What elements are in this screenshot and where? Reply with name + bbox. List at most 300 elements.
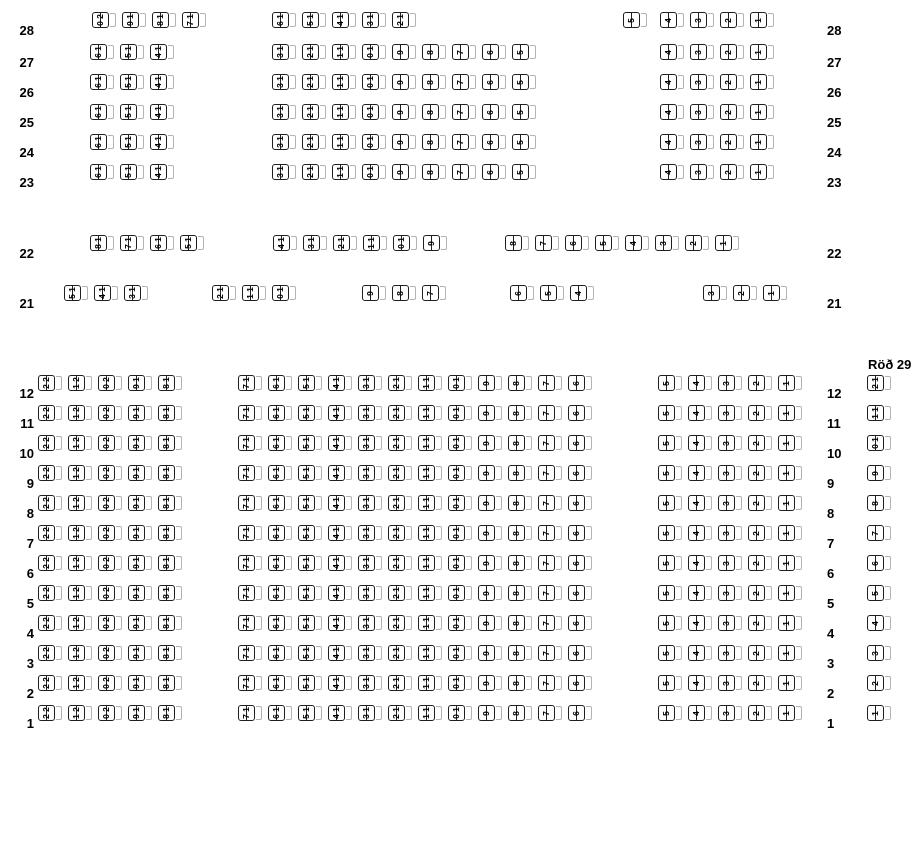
seat[interactable] xyxy=(418,705,442,722)
seat[interactable] xyxy=(332,134,356,151)
seat[interactable] xyxy=(478,615,502,632)
seat[interactable] xyxy=(718,525,742,542)
seat[interactable] xyxy=(238,495,262,512)
seat[interactable] xyxy=(688,405,712,422)
seat[interactable] xyxy=(298,375,322,392)
seat[interactable] xyxy=(358,495,382,512)
seat[interactable] xyxy=(688,585,712,602)
seat[interactable] xyxy=(448,555,472,572)
seat[interactable] xyxy=(448,615,472,632)
seat[interactable] xyxy=(448,405,472,422)
seat[interactable] xyxy=(750,164,774,181)
seat[interactable] xyxy=(778,465,802,482)
seat[interactable] xyxy=(718,645,742,662)
seat[interactable] xyxy=(448,435,472,452)
seat[interactable] xyxy=(328,495,352,512)
seat[interactable] xyxy=(508,615,532,632)
seat[interactable] xyxy=(272,44,296,61)
seat[interactable] xyxy=(150,235,174,252)
seat[interactable] xyxy=(690,134,714,151)
seat[interactable] xyxy=(748,615,772,632)
seat[interactable] xyxy=(38,585,62,602)
seat[interactable] xyxy=(778,405,802,422)
seat[interactable] xyxy=(748,585,772,602)
seat[interactable] xyxy=(328,465,352,482)
seat[interactable] xyxy=(388,615,412,632)
seat[interactable] xyxy=(392,285,416,302)
seat[interactable] xyxy=(128,435,152,452)
seat[interactable] xyxy=(482,74,506,91)
seat[interactable] xyxy=(128,645,152,662)
seat[interactable] xyxy=(90,134,114,151)
seat[interactable] xyxy=(778,675,802,692)
seat[interactable] xyxy=(422,134,446,151)
seat[interactable] xyxy=(388,705,412,722)
seat[interactable] xyxy=(358,675,382,692)
seat[interactable] xyxy=(568,585,592,602)
seat[interactable] xyxy=(748,525,772,542)
seat[interactable] xyxy=(720,44,744,61)
seat[interactable] xyxy=(38,525,62,542)
seat[interactable] xyxy=(268,375,292,392)
seat[interactable] xyxy=(90,74,114,91)
seat[interactable] xyxy=(272,285,296,302)
seat[interactable] xyxy=(595,235,619,252)
seat[interactable] xyxy=(508,525,532,542)
seat[interactable] xyxy=(328,615,352,632)
seat[interactable] xyxy=(748,705,772,722)
seat[interactable] xyxy=(867,375,891,392)
seat[interactable] xyxy=(452,74,476,91)
seat[interactable] xyxy=(538,525,562,542)
seat[interactable] xyxy=(658,465,682,482)
seat[interactable] xyxy=(392,164,416,181)
seat[interactable] xyxy=(418,675,442,692)
seat[interactable] xyxy=(268,615,292,632)
seat[interactable] xyxy=(272,12,296,29)
seat[interactable] xyxy=(482,44,506,61)
seat[interactable] xyxy=(158,375,182,392)
seat[interactable] xyxy=(685,235,709,252)
seat[interactable] xyxy=(538,435,562,452)
seat[interactable] xyxy=(150,134,174,151)
seat[interactable] xyxy=(68,405,92,422)
seat[interactable] xyxy=(658,525,682,542)
seat[interactable] xyxy=(238,405,262,422)
seat[interactable] xyxy=(703,285,727,302)
seat[interactable] xyxy=(508,435,532,452)
seat[interactable] xyxy=(568,555,592,572)
seat[interactable] xyxy=(538,555,562,572)
seat[interactable] xyxy=(68,645,92,662)
seat[interactable] xyxy=(302,134,326,151)
seat[interactable] xyxy=(358,645,382,662)
seat[interactable] xyxy=(38,705,62,722)
seat[interactable] xyxy=(120,235,144,252)
seat[interactable] xyxy=(68,375,92,392)
seat[interactable] xyxy=(448,375,472,392)
seat[interactable] xyxy=(482,104,506,121)
seat[interactable] xyxy=(867,435,891,452)
seat[interactable] xyxy=(98,405,122,422)
seat[interactable] xyxy=(660,104,684,121)
seat[interactable] xyxy=(778,525,802,542)
seat[interactable] xyxy=(748,405,772,422)
seat[interactable] xyxy=(720,104,744,121)
seat[interactable] xyxy=(418,405,442,422)
seat[interactable] xyxy=(422,164,446,181)
seat[interactable] xyxy=(388,435,412,452)
seat[interactable] xyxy=(718,405,742,422)
seat[interactable] xyxy=(303,235,327,252)
seat[interactable] xyxy=(508,645,532,662)
seat[interactable] xyxy=(452,104,476,121)
seat[interactable] xyxy=(512,104,536,121)
seat[interactable] xyxy=(418,495,442,512)
seat[interactable] xyxy=(538,465,562,482)
seat[interactable] xyxy=(478,645,502,662)
seat[interactable] xyxy=(658,435,682,452)
seat[interactable] xyxy=(38,645,62,662)
seat[interactable] xyxy=(150,44,174,61)
seat[interactable] xyxy=(328,585,352,602)
seat[interactable] xyxy=(158,705,182,722)
seat[interactable] xyxy=(158,585,182,602)
seat[interactable] xyxy=(388,675,412,692)
seat[interactable] xyxy=(302,74,326,91)
seat[interactable] xyxy=(750,134,774,151)
seat[interactable] xyxy=(538,585,562,602)
seat[interactable] xyxy=(392,12,416,29)
seat[interactable] xyxy=(688,495,712,512)
seat[interactable] xyxy=(152,12,176,29)
seat[interactable] xyxy=(750,104,774,121)
seat[interactable] xyxy=(392,134,416,151)
seat[interactable] xyxy=(478,405,502,422)
seat[interactable] xyxy=(778,645,802,662)
seat[interactable] xyxy=(688,615,712,632)
seat[interactable] xyxy=(508,555,532,572)
seat[interactable] xyxy=(128,585,152,602)
seat[interactable] xyxy=(268,585,292,602)
seat[interactable] xyxy=(720,164,744,181)
seat[interactable] xyxy=(478,525,502,542)
seat[interactable] xyxy=(538,615,562,632)
seat[interactable] xyxy=(393,235,417,252)
seat[interactable] xyxy=(302,104,326,121)
seat[interactable] xyxy=(302,12,326,29)
seat[interactable] xyxy=(268,555,292,572)
seat[interactable] xyxy=(538,645,562,662)
seat[interactable] xyxy=(418,465,442,482)
seat[interactable] xyxy=(448,645,472,662)
seat[interactable] xyxy=(748,375,772,392)
seat[interactable] xyxy=(268,645,292,662)
seat[interactable] xyxy=(448,705,472,722)
seat[interactable] xyxy=(238,585,262,602)
seat[interactable] xyxy=(718,555,742,572)
seat[interactable] xyxy=(158,495,182,512)
seat[interactable] xyxy=(508,375,532,392)
seat[interactable] xyxy=(268,525,292,542)
seat[interactable] xyxy=(867,705,891,722)
seat[interactable] xyxy=(38,615,62,632)
seat[interactable] xyxy=(38,675,62,692)
seat[interactable] xyxy=(690,104,714,121)
seat[interactable] xyxy=(332,164,356,181)
seat[interactable] xyxy=(422,285,446,302)
seat[interactable] xyxy=(238,555,262,572)
seat[interactable] xyxy=(748,465,772,482)
seat[interactable] xyxy=(98,495,122,512)
seat[interactable] xyxy=(478,675,502,692)
seat[interactable] xyxy=(298,525,322,542)
seat[interactable] xyxy=(867,525,891,542)
seat[interactable] xyxy=(298,645,322,662)
seat[interactable] xyxy=(867,645,891,662)
seat[interactable] xyxy=(478,465,502,482)
seat[interactable] xyxy=(568,435,592,452)
seat[interactable] xyxy=(298,495,322,512)
seat[interactable] xyxy=(715,235,739,252)
seat[interactable] xyxy=(120,164,144,181)
seat[interactable] xyxy=(332,104,356,121)
seat[interactable] xyxy=(98,375,122,392)
seat[interactable] xyxy=(98,615,122,632)
seat[interactable] xyxy=(418,645,442,662)
seat[interactable] xyxy=(68,435,92,452)
seat[interactable] xyxy=(418,525,442,542)
seat[interactable] xyxy=(505,235,529,252)
seat[interactable] xyxy=(298,435,322,452)
seat[interactable] xyxy=(392,74,416,91)
seat[interactable] xyxy=(242,285,266,302)
seat[interactable] xyxy=(358,705,382,722)
seat[interactable] xyxy=(392,104,416,121)
seat[interactable] xyxy=(718,675,742,692)
seat[interactable] xyxy=(508,675,532,692)
seat[interactable] xyxy=(298,615,322,632)
seat[interactable] xyxy=(298,465,322,482)
seat[interactable] xyxy=(90,44,114,61)
seat[interactable] xyxy=(268,435,292,452)
seat[interactable] xyxy=(720,74,744,91)
seat[interactable] xyxy=(120,134,144,151)
seat[interactable] xyxy=(150,164,174,181)
seat[interactable] xyxy=(328,525,352,542)
seat[interactable] xyxy=(38,465,62,482)
seat[interactable] xyxy=(158,435,182,452)
seat[interactable] xyxy=(718,585,742,602)
seat[interactable] xyxy=(268,405,292,422)
seat[interactable] xyxy=(68,495,92,512)
seat[interactable] xyxy=(388,645,412,662)
seat[interactable] xyxy=(720,134,744,151)
seat[interactable] xyxy=(508,495,532,512)
seat[interactable] xyxy=(625,235,649,252)
seat[interactable] xyxy=(298,555,322,572)
seat[interactable] xyxy=(538,495,562,512)
seat[interactable] xyxy=(690,164,714,181)
seat[interactable] xyxy=(750,12,774,29)
seat[interactable] xyxy=(128,675,152,692)
seat[interactable] xyxy=(688,465,712,482)
seat[interactable] xyxy=(748,645,772,662)
seat[interactable] xyxy=(658,495,682,512)
seat[interactable] xyxy=(298,585,322,602)
seat[interactable] xyxy=(867,615,891,632)
seat[interactable] xyxy=(328,375,352,392)
seat[interactable] xyxy=(328,405,352,422)
seat[interactable] xyxy=(273,235,297,252)
seat[interactable] xyxy=(422,74,446,91)
seat[interactable] xyxy=(778,615,802,632)
seat[interactable] xyxy=(570,285,594,302)
seat[interactable] xyxy=(418,615,442,632)
seat[interactable] xyxy=(718,495,742,512)
seat[interactable] xyxy=(388,375,412,392)
seat[interactable] xyxy=(660,44,684,61)
seat[interactable] xyxy=(92,12,116,29)
seat[interactable] xyxy=(452,164,476,181)
seat[interactable] xyxy=(748,675,772,692)
seat[interactable] xyxy=(362,285,386,302)
seat[interactable] xyxy=(568,375,592,392)
seat[interactable] xyxy=(867,585,891,602)
seat[interactable] xyxy=(68,615,92,632)
seat[interactable] xyxy=(302,44,326,61)
seat[interactable] xyxy=(422,44,446,61)
seat[interactable] xyxy=(623,12,647,29)
seat[interactable] xyxy=(568,705,592,722)
seat[interactable] xyxy=(362,12,386,29)
seat[interactable] xyxy=(358,555,382,572)
seat[interactable] xyxy=(568,405,592,422)
seat[interactable] xyxy=(718,615,742,632)
seat[interactable] xyxy=(688,375,712,392)
seat[interactable] xyxy=(690,12,714,29)
seat[interactable] xyxy=(568,465,592,482)
seat[interactable] xyxy=(128,375,152,392)
seat[interactable] xyxy=(158,465,182,482)
seat[interactable] xyxy=(158,555,182,572)
seat[interactable] xyxy=(718,375,742,392)
seat[interactable] xyxy=(358,615,382,632)
seat[interactable] xyxy=(150,104,174,121)
seat[interactable] xyxy=(332,74,356,91)
seat[interactable] xyxy=(90,104,114,121)
seat[interactable] xyxy=(212,285,236,302)
seat[interactable] xyxy=(238,615,262,632)
seat[interactable] xyxy=(68,705,92,722)
seat[interactable] xyxy=(268,495,292,512)
seat[interactable] xyxy=(538,405,562,422)
seat[interactable] xyxy=(68,525,92,542)
seat[interactable] xyxy=(328,555,352,572)
seat[interactable] xyxy=(718,465,742,482)
seat[interactable] xyxy=(98,555,122,572)
seat[interactable] xyxy=(98,465,122,482)
seat[interactable] xyxy=(778,435,802,452)
seat[interactable] xyxy=(512,44,536,61)
seat[interactable] xyxy=(362,74,386,91)
seat[interactable] xyxy=(535,235,559,252)
seat[interactable] xyxy=(658,705,682,722)
seat[interactable] xyxy=(150,74,174,91)
seat[interactable] xyxy=(238,435,262,452)
seat[interactable] xyxy=(688,675,712,692)
seat[interactable] xyxy=(158,645,182,662)
seat[interactable] xyxy=(452,134,476,151)
seat[interactable] xyxy=(268,705,292,722)
seat[interactable] xyxy=(328,705,352,722)
seat[interactable] xyxy=(658,405,682,422)
seat[interactable] xyxy=(512,164,536,181)
seat[interactable] xyxy=(748,495,772,512)
seat[interactable] xyxy=(120,44,144,61)
seat[interactable] xyxy=(867,405,891,422)
seat[interactable] xyxy=(658,675,682,692)
seat[interactable] xyxy=(358,435,382,452)
seat[interactable] xyxy=(180,235,204,252)
seat[interactable] xyxy=(478,705,502,722)
seat[interactable] xyxy=(718,705,742,722)
seat[interactable] xyxy=(568,495,592,512)
seat[interactable] xyxy=(158,525,182,542)
seat[interactable] xyxy=(658,585,682,602)
seat[interactable] xyxy=(68,675,92,692)
seat[interactable] xyxy=(660,134,684,151)
seat[interactable] xyxy=(658,645,682,662)
seat[interactable] xyxy=(688,555,712,572)
seat[interactable] xyxy=(418,375,442,392)
seat[interactable] xyxy=(38,435,62,452)
seat[interactable] xyxy=(98,525,122,542)
seat[interactable] xyxy=(128,555,152,572)
seat[interactable] xyxy=(120,74,144,91)
seat[interactable] xyxy=(540,285,564,302)
seat[interactable] xyxy=(98,705,122,722)
seat[interactable] xyxy=(478,555,502,572)
seat[interactable] xyxy=(733,285,757,302)
seat[interactable] xyxy=(538,375,562,392)
seat[interactable] xyxy=(568,645,592,662)
seat[interactable] xyxy=(388,555,412,572)
seat[interactable] xyxy=(750,74,774,91)
seat[interactable] xyxy=(98,435,122,452)
seat[interactable] xyxy=(448,525,472,542)
seat[interactable] xyxy=(867,555,891,572)
seat[interactable] xyxy=(508,465,532,482)
seat[interactable] xyxy=(333,235,357,252)
seat[interactable] xyxy=(778,375,802,392)
seat[interactable] xyxy=(358,375,382,392)
seat[interactable] xyxy=(358,585,382,602)
seat[interactable] xyxy=(64,285,88,302)
seat[interactable] xyxy=(748,555,772,572)
seat[interactable] xyxy=(688,705,712,722)
seat[interactable] xyxy=(328,675,352,692)
seat[interactable] xyxy=(38,375,62,392)
seat[interactable] xyxy=(660,74,684,91)
seat[interactable] xyxy=(182,12,206,29)
seat[interactable] xyxy=(867,465,891,482)
seat[interactable] xyxy=(867,495,891,512)
seat[interactable] xyxy=(418,585,442,602)
seat[interactable] xyxy=(98,675,122,692)
seat[interactable] xyxy=(448,675,472,692)
seat[interactable] xyxy=(302,164,326,181)
